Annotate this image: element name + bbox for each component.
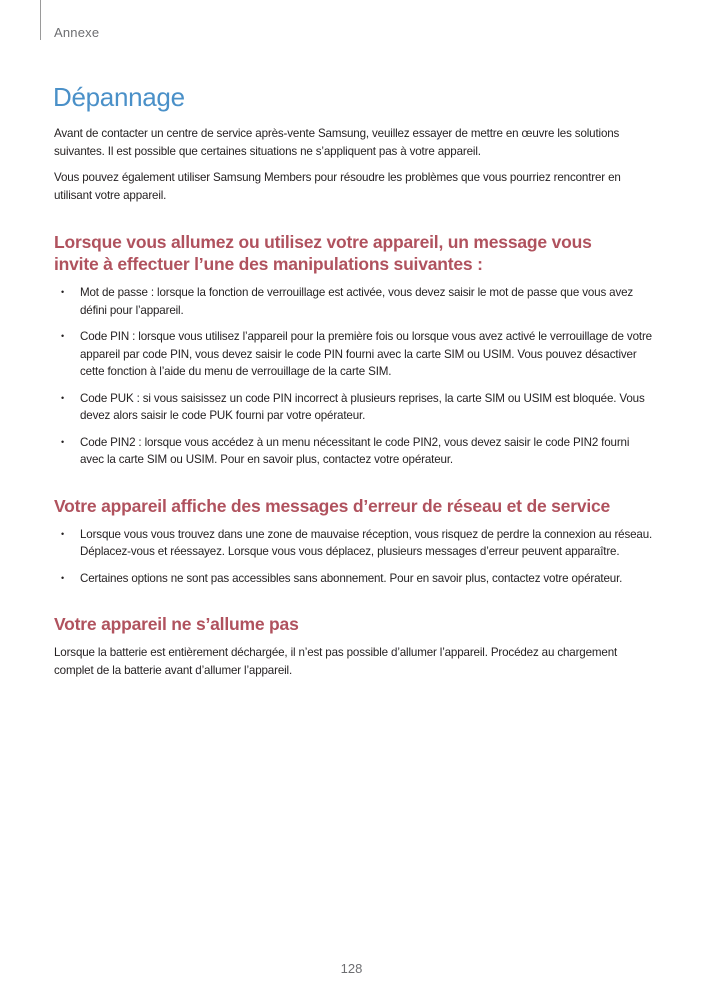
list-item-text: Code PUK : si vous saisissez un code PIN incorrect à plusieurs reprises, la carte SIM ou USIM est bloquée. Vous devez alors saisir le code PUK fourni par votre opérateur. <box>80 391 645 422</box>
list-item-text: Certaines options ne sont pas accessibles sans abonnement. Pour en savoir plus, contactez votre opérateur. <box>80 571 623 585</box>
section-label: Annexe <box>54 25 100 40</box>
bullet-icon: • <box>61 331 65 341</box>
bullet-icon: • <box>61 436 65 447</box>
list-item <box>54 390 654 425</box>
list-item <box>54 570 654 588</box>
margin-rule <box>40 0 41 40</box>
list-item-text: Mot de passe : lorsque la fonction de verrouillage est activée, vous devez saisir le mot de passe que vous avez défini pour l’appareil. <box>80 286 634 317</box>
bullet-icon: • <box>61 287 65 297</box>
intro-paragraph: Avant de contacter un centre de service après-vente Samsung, veuillez essayer de mettre en œuvre les solutions suivantes. Il est possible que certaines situations ne s’appliquent pas à votre appareil. <box>54 127 620 158</box>
bullet-icon: • <box>61 528 65 539</box>
bullet-list <box>54 526 654 588</box>
bullet-icon: • <box>61 392 65 403</box>
bullet-list <box>54 284 654 469</box>
page-title: Dépannage <box>53 82 185 112</box>
page-content <box>54 125 654 688</box>
bullet-icon: • <box>61 572 65 583</box>
page-number: 128 <box>340 961 363 976</box>
intro-paragraph: Vous pouvez également utiliser Samsung Members pour résoudre les problèmes que vous pourriez rencontrer en utilisant votre appareil. <box>54 171 621 202</box>
list-item <box>54 328 654 381</box>
section-paragraph: Lorsque la batterie est entièrement déchargée, il n’est pas possible d’allumer l’appareil. Procédez au chargement complet de la batterie avant d’allumer l’appareil. <box>54 646 618 677</box>
list-item <box>54 526 654 561</box>
section-heading: Lorsque vous allumez ou utilisez votre appareil, un message vous invite à effectuer l’une des manipulations suivantes : <box>54 232 592 274</box>
list-item <box>54 284 654 319</box>
list-item <box>54 434 654 469</box>
list-item-text: Lorsque vous vous trouvez dans une zone de mauvaise réception, vous risquez de perdre la connexion au réseau. Déplacez-vous et réessayez. Lorsque vous vous déplacez, plusieurs messages d’erreur peuvent apparaître. <box>80 527 653 558</box>
list-item-text: Code PIN : lorsque vous utilisez l’appareil pour la première fois ou lorsque vous avez activé le verrouillage de votre appareil par code PIN, vous devez saisir le code PIN fourni avec la carte SIM ou USIM. Vous pouvez désactiver cette fonction à l’aide du menu de verrouillage de la carte SIM. <box>80 330 652 378</box>
list-item-text: Code PIN2 : lorsque vous accédez à un menu nécessitant le code PIN2, vous devez saisir le code PIN2 fourni avec la carte SIM ou USIM. Pour en savoir plus, contactez votre opérateur. <box>80 435 630 466</box>
section-heading: Votre appareil affiche des messages d’erreur de réseau et de service <box>54 495 611 516</box>
section-heading: Votre appareil ne s’allume pas <box>54 614 299 634</box>
